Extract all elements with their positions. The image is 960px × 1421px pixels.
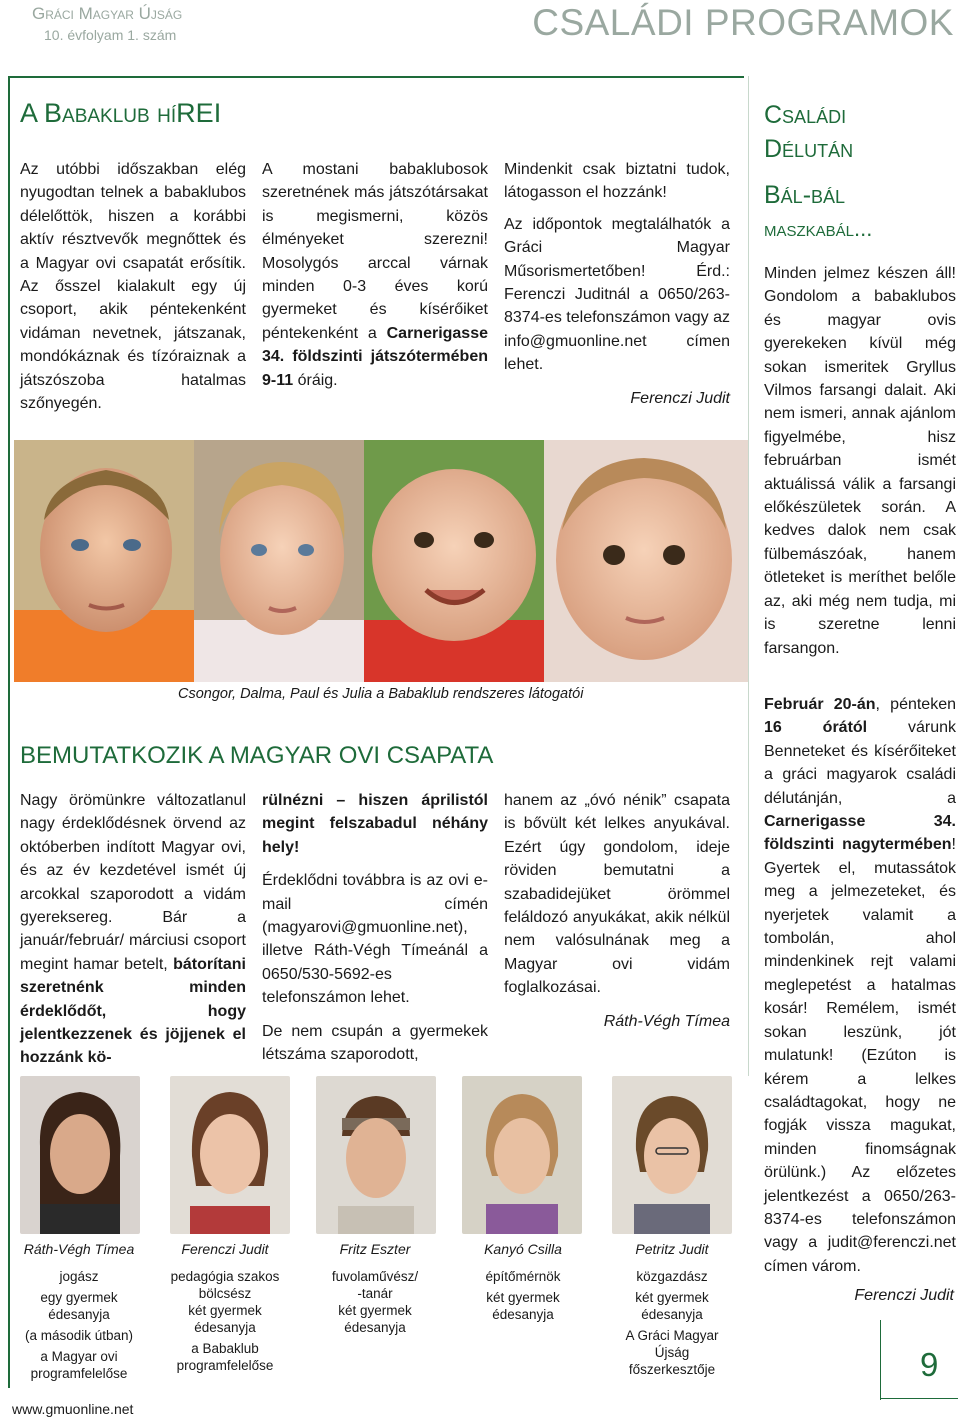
team-caption-1: [14, 1241, 144, 1382]
team-line: közgazdász: [636, 1269, 708, 1284]
sidebar-author: Ferenczi Judit: [854, 1287, 954, 1304]
team-line: (a második útban): [24, 1328, 134, 1343]
team-line: -tanár: [357, 1286, 393, 1301]
portrait-rath-vegh-timea: [20, 1076, 140, 1234]
sidebar-event-time: 16 órától: [764, 719, 868, 737]
babaklub-col3-intro: Mindenkit csak biztatni tudok, látogasson el hozzánk!: [504, 161, 730, 202]
ovi-col1-bold: bátorítani szeretnénk minden érdeklődőt, hogy jelentkezzenek és jöjjenek el hozzánk kö-: [20, 955, 246, 1067]
sidebar-title: [764, 98, 954, 246]
team-line: bölcsész: [198, 1286, 252, 1301]
sidebar-event-date: Február 20-án: [764, 696, 876, 713]
ovi-column-1: [20, 789, 246, 1070]
team-line: két gyermek: [486, 1290, 560, 1305]
portrait-petritz-judit: [612, 1076, 732, 1234]
team-name: Ferenczi Judit: [181, 1241, 269, 1257]
team-name: Petritz Judit: [635, 1241, 709, 1257]
team-line: jogász: [59, 1269, 99, 1284]
sidebar-title-line-2: Délután: [764, 135, 854, 163]
team-line: édesanyja: [344, 1320, 406, 1335]
ovi-col2-bold: rülnézni – hiszen áprilistól megint felszabadul néhány hely!: [262, 792, 488, 856]
ovi-col2-contact: Érdeklődni továbbra is az ovi e-mail címén (magyarovi@gmuonline.net), illetve Ráth-Végh Tímeánál a 0650/530-5692-es telefonszámon lehet.: [262, 872, 488, 1007]
ovi-title: BEMUTATKOZIK A MAGYAR OVI CSAPATA: [20, 742, 494, 769]
team-line: főszerkesztője: [628, 1362, 716, 1377]
sidebar-text: várunk Benneteket és kísérőiteket a gráci magyarok családi délutánján, a: [764, 719, 956, 807]
team-line: édesanyja: [48, 1307, 110, 1322]
team-caption-4: [458, 1241, 588, 1323]
babaklub-col2-text: A mostani babaklubosok szeretnének más játszótársakat is megismerni, közös élményeket szerezni! Mosolygós arccal várnak minden 0-3 éves korú gyermeket és kísérőiket péntekenként a: [262, 161, 488, 342]
babaklub-col2-location: Carnerigasse 34. földszinti játszótermében 9-11: [262, 324, 488, 389]
sidebar-title-line-1: Családi: [764, 101, 847, 129]
portrait-kanyo-csilla: [462, 1076, 582, 1234]
team-caption-2: [158, 1241, 292, 1374]
team-line: pedagógia szakos: [170, 1269, 280, 1284]
team-line: fuvolaművész/: [331, 1269, 419, 1284]
page-number-rule-bottom: [880, 1398, 958, 1399]
team-line: Újság: [654, 1345, 690, 1360]
frame-line-right: [748, 76, 749, 1076]
page-number: 9: [920, 1346, 939, 1383]
babaklub-photo: [14, 440, 748, 682]
team-line: két gyermek: [188, 1303, 262, 1318]
team-line: egy gyermek: [40, 1290, 118, 1305]
portrait-fritz-eszter: [316, 1076, 436, 1234]
ovi-col3-text: hanem az „óvó nénik” csapata is bővült két lelkes anyukával. Ezért úgy gondolom, ideje röviden bemutatni a szabadidejüket örömmel feláldozó anyukákat, akik nélkül nem valósulnának meg a Magyar ovi vidám foglalkozásai.: [504, 792, 730, 997]
team-line: programfelelőse: [30, 1366, 128, 1381]
team-line: két gyermek: [338, 1303, 412, 1318]
team-line: édesanyja: [492, 1307, 554, 1322]
babaklub-col2-end: óráig.: [293, 371, 338, 389]
team-line: két gyermek: [635, 1290, 709, 1305]
sidebar-text: ! Gyertek el, mutassátok meg a jelmezeteket, és nyerjetek valamit a tombolán, ahol mindenkinek rejt valami meglepetést a hatalmas kosár! Remélem, ismét sokan leszünk, jót mulatunk! (Ezúton is kérem a lelkes családtagokat, hogy ne fogják vissza magukat, minden finomságnak örülünk.) Az előzetes jelentkezést a 0650/263-8374-es telefonszámon vagy a judit@ferenczi.net címen várom.: [764, 836, 956, 1275]
sidebar-title-line-3: Bál-bál: [764, 181, 846, 209]
team-caption-3: [310, 1241, 440, 1336]
ovi-col1-text: Nagy örömünkre változatlanul nagy érdeklődésnek örvend az októberben indított Magyar ovi, és az év kezdetével ismét új arcokkal szaporodott a vidám gyereksereg. Bár a január/február/ márciusi csoport megint hamar betelt,: [20, 792, 246, 973]
portrait-ferenczi-judit: [170, 1076, 290, 1234]
section-title: CSALÁDI PROGRAMOK: [532, 2, 954, 43]
footer-url[interactable]: www.gmuonline.net: [12, 1401, 134, 1417]
ovi-column-3: [504, 789, 730, 1033]
babaklub-column-2: [262, 158, 488, 392]
team-line: édesanyja: [641, 1307, 703, 1322]
sidebar-event-location: Carnerigasse 34. földszinti nagytermében: [764, 813, 956, 854]
babaklub-title: A Babaklub híREI: [20, 98, 222, 128]
team-line: A Gráci Magyar: [625, 1328, 719, 1343]
issue-number: 10. évfolyam 1. szám: [44, 27, 177, 43]
sidebar-title-line-4: maszkabál...: [764, 216, 873, 241]
babaklub-photo-caption: Csongor, Dalma, Paul és Julia a Babaklub rendszeres látogatói: [178, 686, 584, 702]
babaklub-column-1: Az utóbbi időszakban elég nyugodtan telnek a babaklubos délelőttök, hiszen a korábbi aktív résztvevők megnőttek és a Magyar ovi csapatát erősítik. Az ősszel kialakult egy új csoport, akik péntekenként vidáman nevetnek, játszanak, mondókáznak és tízóraiznak a játszószoba hatalmas szőnyegén.: [20, 161, 246, 413]
team-line: a Magyar ovi: [40, 1349, 118, 1364]
babaklub-column-3: [504, 158, 730, 410]
team-line: programfelelőse: [176, 1358, 274, 1373]
team-name: Fritz Eszter: [339, 1241, 411, 1257]
babaklub-author: Ferenczi Judit: [630, 389, 730, 407]
frame-line-left: [8, 76, 10, 1388]
babaklub-col3-info: Az időpontok megtalálhatók a Gráci Magyar Műsorismertetőben! Érd.: Ferenczi Juditnál a 0650/263-8374-es telefonszámon vagy az info@gmuonline.net címen lehet.: [504, 215, 730, 374]
ovi-author: Ráth-Végh Tímea: [603, 1012, 730, 1030]
team-line: építőmérnök: [485, 1269, 561, 1284]
publication-name: Gráci Magyar Újság: [32, 4, 183, 23]
ovi-column-2: [262, 789, 488, 1066]
sidebar-text: , pénteken: [875, 696, 956, 713]
team-name: Kanyó Csilla: [484, 1241, 562, 1257]
sidebar-paragraph-1: Minden jelmez készen áll! Gondolom a babaklubos és magyar ovis gyerekeken kívül még sokan ismeritek Gryllus Vilmos farsangi dalait. Aki nem ismeri, annak ajánlom figyelmébe, hisz februárban ismét aktuálissá válik a farsangi előkészületek során. A kedves dalok nem csak fülbemászóak, hanem ötleteket is meríthet belőle az, aki még nem tudja, mi is szeretne lenni farsangon.: [764, 265, 956, 657]
team-name: Ráth-Végh Tímea: [23, 1241, 135, 1257]
team-line: édesanyja: [194, 1320, 256, 1335]
team-line: a Babaklub: [191, 1341, 259, 1356]
sidebar-paragraph-2: [764, 693, 956, 1278]
frame-line-top: [8, 76, 744, 78]
ovi-col2-end: De nem csupán a gyermekek létszáma szaporodott,: [262, 1022, 488, 1064]
page-number-rule: [880, 1320, 881, 1400]
team-caption-5: [606, 1241, 738, 1378]
